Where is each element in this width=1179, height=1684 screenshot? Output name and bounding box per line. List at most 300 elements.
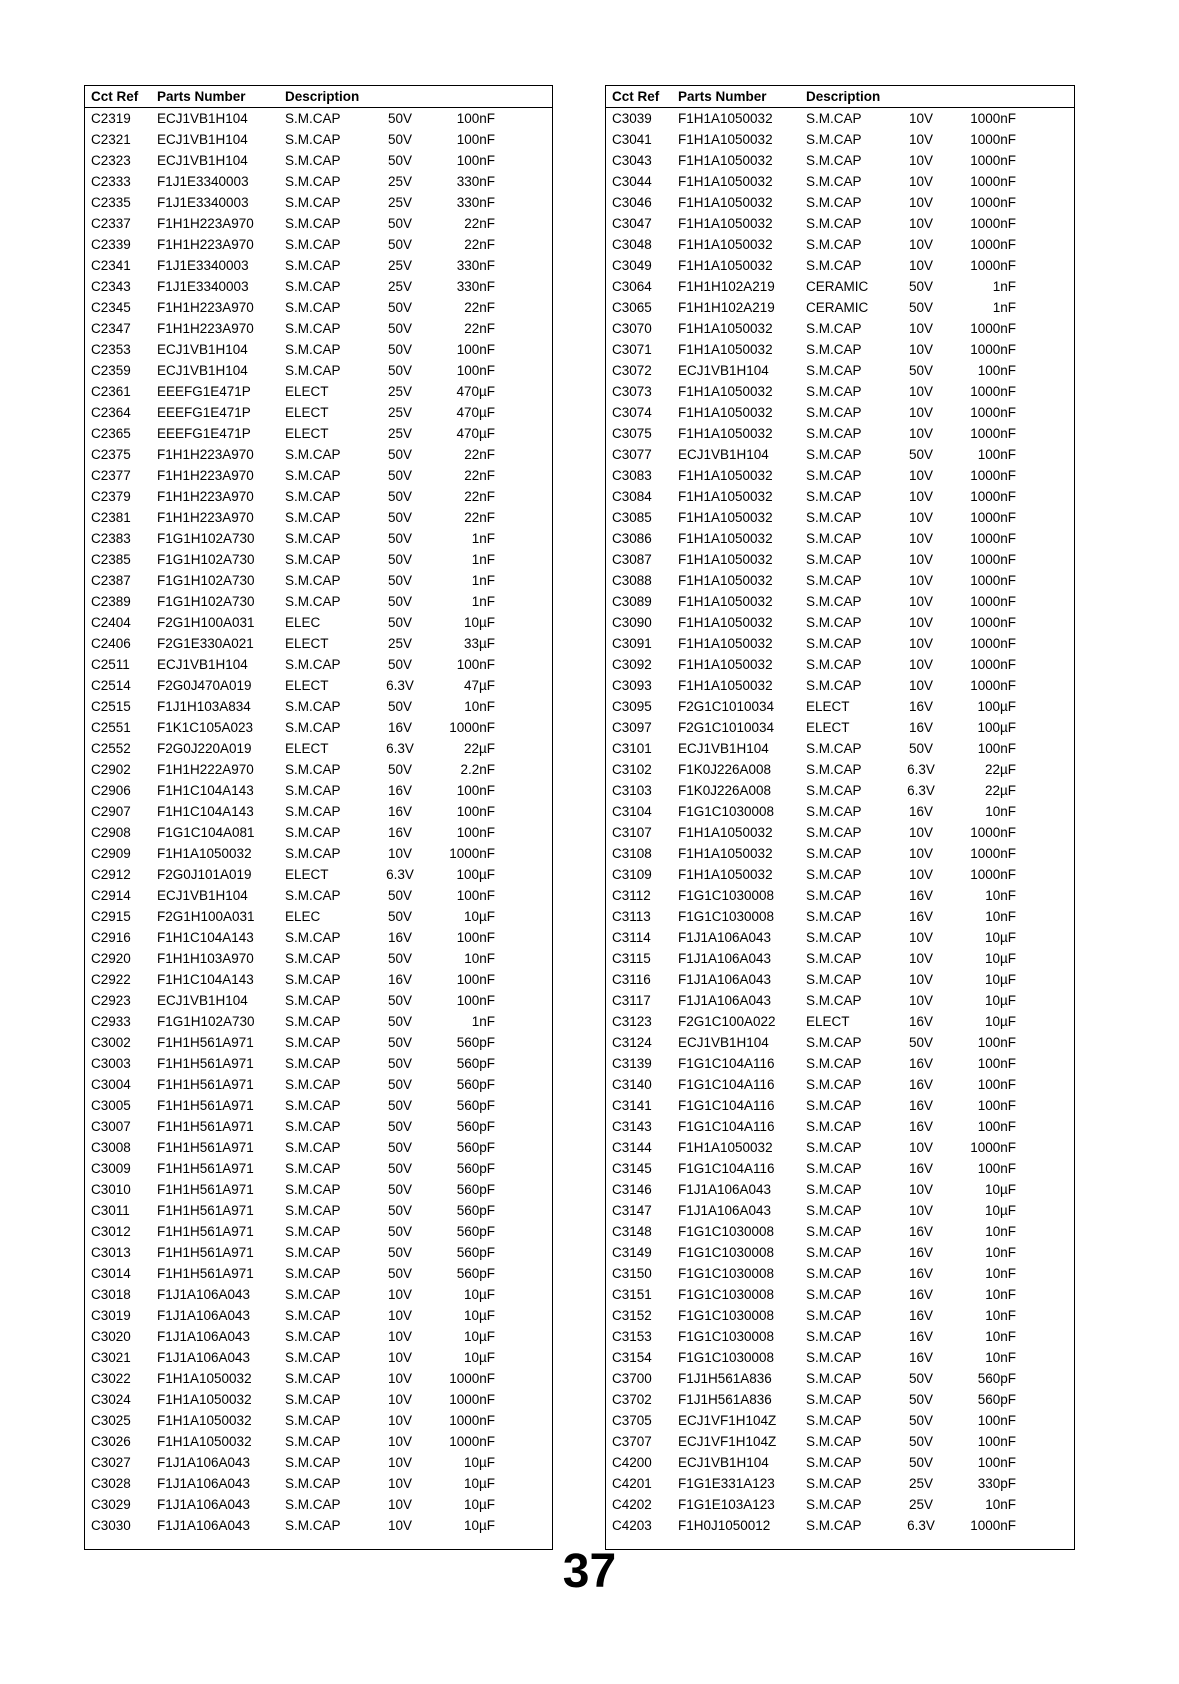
cell-value: 10µF — [463, 1476, 495, 1491]
table-row — [606, 1410, 1074, 1431]
cell-voltage: 16V — [908, 1098, 934, 1113]
table-row — [85, 1368, 552, 1389]
table-row — [85, 276, 552, 297]
table-row — [85, 1305, 552, 1326]
cell-cct-ref: C3101 — [612, 741, 652, 756]
cell-description: S.M.CAP — [285, 1413, 341, 1428]
table-row — [85, 654, 552, 675]
cell-value: 10nF — [985, 909, 1016, 924]
table-row — [606, 1032, 1074, 1053]
table-row — [85, 843, 552, 864]
cell-cct-ref: C3114 — [612, 930, 651, 945]
cell-voltage: 6.3V — [386, 741, 414, 756]
cell-parts-number: F1H1C104A143 — [157, 972, 254, 987]
cell-parts-number: F1H1H223A970 — [157, 216, 254, 231]
cell-value: 100nF — [977, 1119, 1016, 1134]
cell-voltage: 50V — [387, 468, 413, 483]
cell-voltage: 10V — [387, 1350, 413, 1365]
table-row — [606, 1221, 1074, 1242]
cell-value: 1nF — [471, 531, 495, 546]
cell-cct-ref: C3027 — [91, 1455, 131, 1470]
cell-parts-number: F1H1C104A143 — [157, 930, 254, 945]
cell-description: S.M.CAP — [285, 1035, 341, 1050]
cell-voltage: 16V — [908, 1329, 934, 1344]
cell-value: 1000nF — [970, 825, 1016, 840]
cell-description: S.M.CAP — [285, 132, 341, 147]
cell-voltage: 50V — [908, 1434, 934, 1449]
cell-parts-number: F1J1A106A043 — [678, 1203, 772, 1218]
cell-description: S.M.CAP — [285, 174, 341, 189]
cell-parts-number: F1H1A1050032 — [678, 1140, 773, 1155]
cell-description: S.M.CAP — [806, 1077, 862, 1092]
cell-cct-ref: C3085 — [612, 510, 652, 525]
table-row — [85, 780, 552, 801]
cell-voltage: 10V — [908, 510, 934, 525]
cell-voltage: 16V — [908, 1287, 934, 1302]
cell-parts-number: F1H1H223A970 — [157, 468, 254, 483]
table-row — [85, 1011, 552, 1032]
cell-parts-number: F1J1E3340003 — [157, 279, 249, 294]
cell-parts-number: F1H1H561A971 — [157, 1035, 254, 1050]
cell-description: S.M.CAP — [285, 972, 341, 987]
table-row — [606, 1158, 1074, 1179]
cell-cct-ref: C3113 — [612, 909, 651, 924]
cell-cct-ref: C2381 — [91, 510, 131, 525]
table-row — [606, 927, 1074, 948]
table-row — [606, 570, 1074, 591]
cell-description: S.M.CAP — [285, 1224, 341, 1239]
cell-value: 560pF — [456, 1035, 495, 1050]
cell-value: 560pF — [456, 1203, 495, 1218]
table-row — [85, 1242, 552, 1263]
cell-description: S.M.CAP — [285, 951, 341, 966]
cell-voltage: 10V — [387, 1392, 413, 1407]
cell-description: S.M.CAP — [285, 993, 341, 1008]
cell-parts-number: ECJ1VB1H104 — [157, 363, 248, 378]
cell-description: S.M.CAP — [285, 783, 341, 798]
table-row — [85, 1053, 552, 1074]
cell-parts-number: F1J1A106A043 — [678, 972, 772, 987]
cell-cct-ref: C3073 — [612, 384, 652, 399]
cell-cct-ref: C2912 — [91, 867, 131, 882]
cell-value: 1000nF — [970, 636, 1016, 651]
cell-cct-ref: C3153 — [612, 1329, 652, 1344]
cell-voltage: 25V — [387, 384, 413, 399]
cell-voltage: 16V — [908, 1224, 934, 1239]
cell-value: 100nF — [977, 1434, 1016, 1449]
table-row — [85, 990, 552, 1011]
cell-parts-number: F1J1A106A043 — [157, 1497, 251, 1512]
cell-value: 560pF — [456, 1161, 495, 1176]
table-row — [606, 171, 1074, 192]
cell-description: S.M.CAP — [285, 699, 341, 714]
cell-parts-number: ECJ1VB1H104 — [678, 741, 769, 756]
cell-value: 330nF — [456, 258, 495, 273]
cell-parts-number: F1H1H561A971 — [157, 1077, 254, 1092]
cell-parts-number: ECJ1VB1H104 — [678, 363, 769, 378]
table-row — [85, 927, 552, 948]
cell-parts-number: F1H1H103A970 — [157, 951, 254, 966]
table-row — [606, 843, 1074, 864]
cell-cct-ref: C2909 — [91, 846, 131, 861]
cell-parts-number: F1G1C104A116 — [678, 1098, 775, 1113]
cell-parts-number: F2G0J470A019 — [157, 678, 252, 693]
cell-description: S.M.CAP — [806, 972, 862, 987]
cell-voltage: 50V — [908, 1035, 934, 1050]
cell-cct-ref: C2364 — [91, 405, 131, 420]
table-row — [85, 507, 552, 528]
cell-parts-number: F1K0J226A008 — [678, 783, 772, 798]
cell-cct-ref: C3147 — [612, 1203, 652, 1218]
cell-voltage: 50V — [387, 111, 413, 126]
cell-description: S.M.CAP — [285, 657, 341, 672]
cell-cct-ref: C3039 — [612, 111, 652, 126]
cell-cct-ref: C3024 — [91, 1392, 131, 1407]
cell-voltage: 6.3V — [907, 783, 935, 798]
cell-parts-number: F1H1H102A219 — [678, 300, 775, 315]
cell-description: ELECT — [285, 405, 329, 420]
table-row — [606, 339, 1074, 360]
cell-voltage: 16V — [908, 1161, 934, 1176]
cell-cct-ref: C3072 — [612, 363, 652, 378]
cell-parts-number: F1H1A1050032 — [678, 531, 773, 546]
cell-description: S.M.CAP — [806, 636, 862, 651]
cell-cct-ref: C4202 — [612, 1497, 652, 1512]
cell-value: 10µF — [984, 972, 1016, 987]
cell-description: S.M.CAP — [285, 111, 341, 126]
cell-cct-ref: C2906 — [91, 783, 131, 798]
cell-description: S.M.CAP — [806, 804, 862, 819]
cell-voltage: 50V — [387, 993, 413, 1008]
cell-value: 560pF — [456, 1224, 495, 1239]
cell-parts-number: F1K1C105A023 — [157, 720, 254, 735]
table-row — [85, 402, 552, 423]
cell-cct-ref: C3084 — [612, 489, 652, 504]
cell-cct-ref: C2389 — [91, 594, 131, 609]
cell-value: 2.2nF — [460, 762, 495, 777]
table-row — [85, 486, 552, 507]
table-row — [85, 1515, 552, 1536]
cell-voltage: 10V — [387, 846, 413, 861]
cell-description: S.M.CAP — [806, 678, 862, 693]
cell-parts-number: F1G1E103A123 — [678, 1497, 775, 1512]
table-row — [85, 1158, 552, 1179]
cell-voltage: 50V — [908, 741, 934, 756]
cell-parts-number: F1G1C1030008 — [678, 1350, 775, 1365]
cell-description: S.M.CAP — [806, 657, 862, 672]
cell-cct-ref: C2551 — [91, 720, 131, 735]
cell-value: 100nF — [456, 132, 495, 147]
table-row — [85, 465, 552, 486]
cell-parts-number: F1H1A1050032 — [678, 594, 773, 609]
cell-voltage: 16V — [387, 720, 413, 735]
cell-cct-ref: C3115 — [612, 951, 651, 966]
cell-parts-number: F1H1A1050032 — [678, 132, 773, 147]
cell-cct-ref: C3152 — [612, 1308, 652, 1323]
cell-parts-number: F1H1A1050032 — [678, 636, 773, 651]
cell-description: S.M.CAP — [806, 468, 862, 483]
cell-description: S.M.CAP — [285, 573, 341, 588]
cell-voltage: 50V — [387, 762, 413, 777]
cell-voltage: 50V — [387, 1182, 413, 1197]
cell-cct-ref: C2914 — [91, 888, 131, 903]
table-row — [85, 948, 552, 969]
cell-parts-number: F1H1C104A143 — [157, 804, 254, 819]
table-row — [85, 444, 552, 465]
cell-cct-ref: C3019 — [91, 1308, 131, 1323]
cell-cct-ref: C3116 — [612, 972, 651, 987]
cell-voltage: 50V — [908, 1392, 934, 1407]
cell-parts-number: F1H1A1050032 — [678, 342, 773, 357]
header-description: Description — [285, 89, 360, 104]
cell-parts-number: F1H1C104A143 — [157, 783, 254, 798]
cell-voltage: 10V — [908, 489, 934, 504]
cell-parts-number: F1H1H561A971 — [157, 1098, 254, 1113]
cell-parts-number: F1H1A1050032 — [157, 1434, 252, 1449]
cell-value: 100nF — [977, 741, 1016, 756]
cell-voltage: 16V — [908, 699, 934, 714]
table-row — [606, 969, 1074, 990]
cell-voltage: 50V — [387, 300, 413, 315]
cell-description: S.M.CAP — [806, 153, 862, 168]
table-row — [85, 696, 552, 717]
cell-parts-number: F1H1H102A219 — [678, 279, 775, 294]
table-row — [85, 1473, 552, 1494]
cell-cct-ref: C2908 — [91, 825, 131, 840]
cell-voltage: 16V — [908, 1308, 934, 1323]
cell-value: 1nF — [471, 1014, 495, 1029]
cell-description: S.M.CAP — [806, 783, 862, 798]
cell-cct-ref: C2514 — [91, 678, 131, 693]
table-row — [85, 213, 552, 234]
table-row — [606, 948, 1074, 969]
cell-value: 10nF — [985, 804, 1016, 819]
cell-parts-number: F1H1H223A970 — [157, 447, 254, 462]
cell-voltage: 50V — [387, 1077, 413, 1092]
cell-description: S.M.CAP — [806, 741, 862, 756]
cell-description: S.M.CAP — [285, 1518, 341, 1533]
cell-voltage: 10V — [908, 552, 934, 567]
table-row — [606, 1431, 1074, 1452]
cell-voltage: 10V — [387, 1371, 413, 1386]
table-row — [606, 717, 1074, 738]
cell-description: S.M.CAP — [806, 195, 862, 210]
cell-value: 22nF — [464, 216, 495, 231]
cell-parts-number: F1H1A1050032 — [678, 678, 773, 693]
table-row — [85, 801, 552, 822]
cell-value: 560pF — [456, 1140, 495, 1155]
cell-cct-ref: C2319 — [91, 111, 131, 126]
cell-voltage: 10V — [908, 951, 934, 966]
cell-parts-number: ECJ1VB1H104 — [157, 111, 248, 126]
cell-parts-number: F1G1H102A730 — [157, 531, 255, 546]
cell-voltage: 10V — [908, 384, 934, 399]
cell-value: 1000nF — [449, 720, 495, 735]
cell-voltage: 50V — [387, 888, 413, 903]
cell-voltage: 50V — [908, 279, 934, 294]
table-row — [606, 1137, 1074, 1158]
cell-description: S.M.CAP — [806, 1203, 862, 1218]
cell-voltage: 10V — [908, 1140, 934, 1155]
cell-voltage: 10V — [908, 153, 934, 168]
cell-cct-ref: C2923 — [91, 993, 131, 1008]
table-row — [606, 381, 1074, 402]
cell-parts-number: F1J1A106A043 — [678, 1182, 772, 1197]
table-row — [85, 591, 552, 612]
cell-description: S.M.CAP — [285, 762, 341, 777]
cell-parts-number: F1G1C1030008 — [678, 1245, 775, 1260]
cell-cct-ref: C2379 — [91, 489, 131, 504]
cell-description: S.M.CAP — [806, 951, 862, 966]
cell-parts-number: F1H1H561A971 — [157, 1266, 254, 1281]
cell-value: 1nF — [992, 300, 1016, 315]
table-row — [85, 633, 552, 654]
cell-description: S.M.CAP — [806, 447, 862, 462]
cell-cct-ref: C3012 — [91, 1224, 131, 1239]
cell-description: S.M.CAP — [806, 342, 862, 357]
cell-voltage: 10V — [908, 972, 934, 987]
cell-voltage: 16V — [908, 720, 934, 735]
cell-voltage: 10V — [387, 1287, 413, 1302]
cell-voltage: 50V — [908, 1455, 934, 1470]
cell-voltage: 10V — [908, 468, 934, 483]
cell-parts-number: F1H1A1050032 — [678, 258, 773, 273]
cell-value: 100nF — [456, 888, 495, 903]
cell-parts-number: F1H1A1050032 — [678, 825, 773, 840]
cell-parts-number: ECJ1VB1H104 — [157, 993, 248, 1008]
cell-description: S.M.CAP — [806, 174, 862, 189]
cell-parts-number: F1J1H561A836 — [678, 1371, 772, 1386]
table-row — [85, 675, 552, 696]
cell-value: 10nF — [985, 1329, 1016, 1344]
table-row — [606, 1116, 1074, 1137]
cell-description: CERAMIC — [806, 300, 869, 315]
cell-cct-ref: C2515 — [91, 699, 131, 714]
cell-cct-ref: C3025 — [91, 1413, 131, 1428]
cell-parts-number: F1H1A1050032 — [678, 405, 773, 420]
cell-value: 10nF — [985, 888, 1016, 903]
table-row — [85, 1389, 552, 1410]
cell-description: S.M.CAP — [285, 468, 341, 483]
table-row — [85, 1032, 552, 1053]
cell-voltage: 10V — [908, 825, 934, 840]
cell-parts-number: F1G1H102A730 — [157, 594, 255, 609]
cell-cct-ref: C2359 — [91, 363, 131, 378]
cell-value: 100µF — [977, 720, 1016, 735]
cell-value: 10µF — [463, 909, 495, 924]
cell-description: S.M.CAP — [285, 216, 341, 231]
table-row — [606, 654, 1074, 675]
cell-description: S.M.CAP — [285, 237, 341, 252]
cell-cct-ref: C3102 — [612, 762, 652, 777]
cell-value: 22nF — [464, 300, 495, 315]
table-row — [606, 885, 1074, 906]
cell-parts-number: F1H1A1050032 — [678, 867, 773, 882]
cell-voltage: 16V — [387, 783, 413, 798]
cell-value: 10nF — [985, 1266, 1016, 1281]
table-row — [85, 381, 552, 402]
cell-value: 560pF — [456, 1056, 495, 1071]
cell-cct-ref: C3093 — [612, 678, 652, 693]
cell-description: ELECT — [285, 384, 329, 399]
cell-parts-number: F1H1H561A971 — [157, 1056, 254, 1071]
cell-cct-ref: C4201 — [612, 1476, 652, 1491]
cell-parts-number: F1H1A1050032 — [678, 426, 773, 441]
cell-value: 1000nF — [970, 573, 1016, 588]
cell-description: S.M.CAP — [285, 258, 341, 273]
cell-voltage: 10V — [908, 678, 934, 693]
table-row — [606, 297, 1074, 318]
cell-voltage: 16V — [387, 972, 413, 987]
cell-cct-ref: C3103 — [612, 783, 652, 798]
cell-parts-number: F1J1A106A043 — [157, 1350, 251, 1365]
cell-description: S.M.CAP — [285, 1119, 341, 1134]
cell-value: 1000nF — [970, 615, 1016, 630]
table-row — [606, 1074, 1074, 1095]
table-row — [606, 1326, 1074, 1347]
cell-parts-number: F1G1C104A116 — [678, 1056, 775, 1071]
cell-voltage: 16V — [908, 909, 934, 924]
cell-value: 1000nF — [970, 426, 1016, 441]
cell-cct-ref: C3700 — [612, 1371, 652, 1386]
cell-value: 10nF — [985, 1350, 1016, 1365]
cell-parts-number: F1H1A1050032 — [678, 321, 773, 336]
cell-voltage: 16V — [908, 804, 934, 819]
cell-voltage: 50V — [387, 363, 413, 378]
cell-value: 100nF — [977, 1413, 1016, 1428]
table-row — [606, 276, 1074, 297]
cell-cct-ref: C3090 — [612, 615, 652, 630]
cell-parts-number: F1H0J1050012 — [678, 1518, 771, 1533]
cell-parts-number: F1H1A1050032 — [678, 657, 773, 672]
cell-cct-ref: C3154 — [612, 1350, 652, 1365]
cell-description: S.M.CAP — [285, 279, 341, 294]
cell-parts-number: F1J1E3340003 — [157, 258, 249, 273]
table-row — [606, 780, 1074, 801]
cell-value: 100nF — [456, 657, 495, 672]
table-row — [606, 675, 1074, 696]
cell-voltage: 10V — [387, 1497, 413, 1512]
cell-value: 100nF — [977, 1056, 1016, 1071]
cell-parts-number: F1J1A106A043 — [157, 1476, 251, 1491]
cell-value: 1000nF — [970, 1140, 1016, 1155]
cell-parts-number: F1G1C1030008 — [678, 1308, 775, 1323]
cell-description: S.M.CAP — [806, 573, 862, 588]
cell-voltage: 10V — [387, 1476, 413, 1491]
cell-value: 560pF — [456, 1077, 495, 1092]
table-row — [85, 360, 552, 381]
cell-description: S.M.CAP — [806, 1161, 862, 1176]
cell-value: 1000nF — [970, 468, 1016, 483]
cell-voltage: 50V — [387, 321, 413, 336]
cell-parts-number: F1H1H561A971 — [157, 1203, 254, 1218]
cell-parts-number: F1J1A106A043 — [678, 993, 772, 1008]
table-row — [606, 1179, 1074, 1200]
cell-voltage: 10V — [908, 1203, 934, 1218]
cell-value: 10µF — [984, 951, 1016, 966]
cell-parts-number: F1H1A1050032 — [678, 195, 773, 210]
cell-value: 22nF — [464, 237, 495, 252]
cell-voltage: 6.3V — [386, 867, 414, 882]
cell-cct-ref: C2920 — [91, 951, 131, 966]
cell-description: S.M.CAP — [806, 1140, 862, 1155]
cell-parts-number: F1J1A106A043 — [157, 1455, 251, 1470]
table-row — [85, 528, 552, 549]
cell-cct-ref: C2922 — [91, 972, 131, 987]
table-row — [606, 822, 1074, 843]
cell-value: 100nF — [977, 1161, 1016, 1176]
cell-value: 1000nF — [970, 510, 1016, 525]
